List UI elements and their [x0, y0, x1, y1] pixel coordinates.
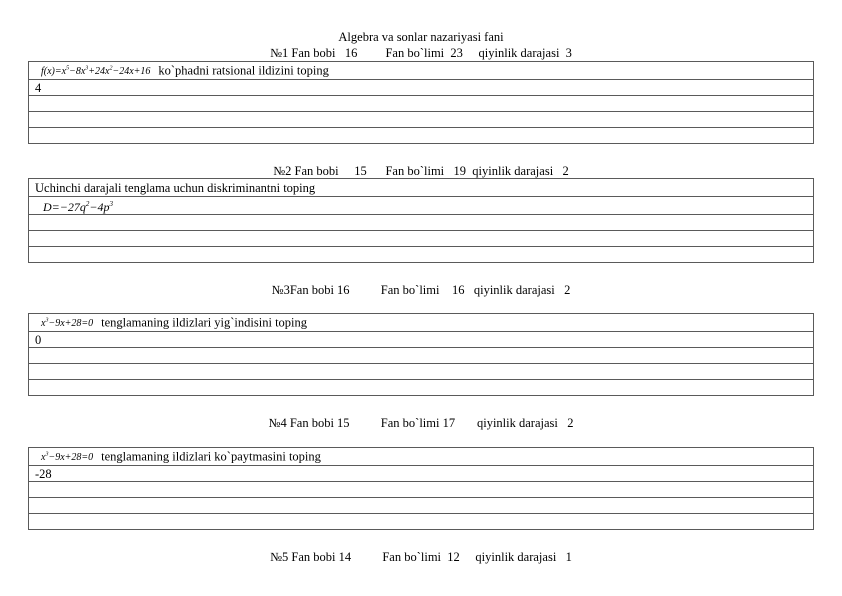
q2-blank-row — [29, 247, 814, 263]
q3-blank-row — [29, 364, 814, 380]
q3-header: №3Fan bobi 16 Fan bo`limi 16 qiyinlik darajasi 2 — [271, 283, 571, 297]
q1-blank-row — [29, 112, 814, 128]
q1-header: №1 Fan bobi 16 Fan bo`limi 23 qiyinlik darajasi 3 — [270, 46, 572, 60]
q4-formula: $x^3-9x+28=0$ — [41, 452, 94, 464]
q2-formula-cell — [29, 197, 814, 215]
q2-formula: $D=-27q^2-4p^3$ — [43, 200, 113, 214]
q4-blank-row — [29, 498, 814, 514]
q5-header: №5 Fan bobi 14 Fan bo`limi 12 qiyinlik darajasi 1 — [270, 550, 572, 564]
q1-formula: $f(x)=x^5-8x^3+24x^2-24x+16$ — [41, 66, 151, 78]
q1-blank-row — [29, 96, 814, 112]
q3-blank-row — [29, 348, 814, 364]
q3-blank-row — [29, 380, 814, 396]
q4-question-text: tenglamaning ildizlari ko`paytmasini toping — [101, 449, 321, 464]
q4-blank-row — [29, 514, 814, 530]
q1-question-text: ko`phadni ratsional ildizini toping — [158, 63, 329, 78]
q4-question-cell — [29, 448, 814, 466]
q2-blank-row — [29, 215, 814, 231]
q4-blank-row — [29, 482, 814, 498]
q2-blank-row — [29, 231, 814, 247]
q1-blank-row — [29, 128, 814, 144]
q4-table — [28, 447, 814, 530]
q1-answer-cell: 4 — [29, 80, 814, 96]
q4-header: №4 Fan bobi 15 Fan bo`limi 17 qiyinlik darajasi 2 — [268, 416, 574, 430]
page-title: Algebra va sonlar nazariyasi fani — [338, 30, 504, 44]
q3-question-cell — [29, 314, 814, 332]
q3-answer-cell: 0 — [29, 332, 814, 348]
q1-table — [28, 61, 814, 144]
q3-formula: $x^3-9x+28=0$ — [41, 318, 94, 330]
q2-table — [28, 178, 814, 263]
q1-question-cell — [29, 62, 814, 80]
q4-answer-cell: -28 — [29, 466, 814, 482]
q2-header: №2 Fan bobi 15 Fan bo`limi 19 qiyinlik darajasi 2 — [273, 164, 569, 178]
q3-table — [28, 313, 814, 396]
q3-question-text: tenglamaning ildizlari yig`indisini toping — [101, 315, 308, 330]
q2-question-cell: Uchinchi darajali tenglama uchun diskriminantni toping — [29, 179, 814, 197]
